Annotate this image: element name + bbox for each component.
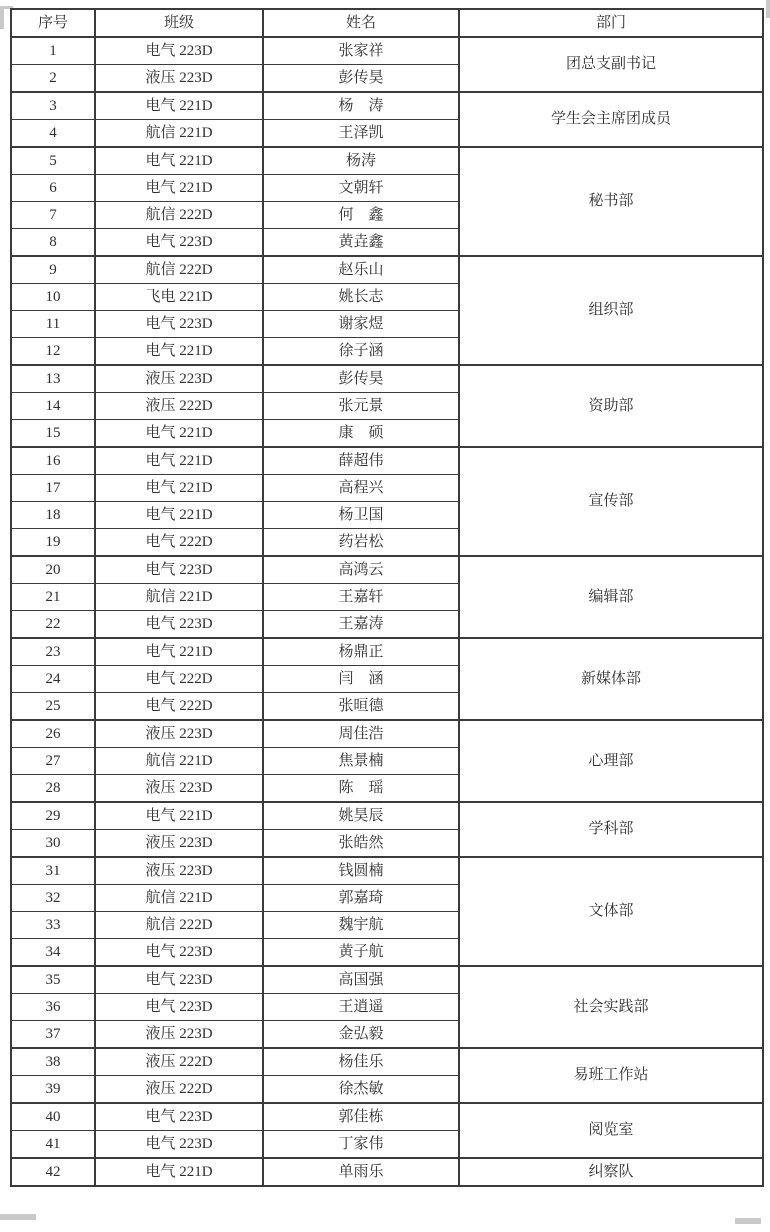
table-row (11, 1158, 763, 1186)
name-cell: 张家祥 (263, 37, 459, 65)
name-cell: 郭嘉琦 (263, 885, 459, 912)
seq-cell: 27 (11, 748, 95, 775)
seq-cell: 40 (11, 1103, 95, 1131)
table-row (11, 966, 763, 994)
seq-cell: 25 (11, 693, 95, 721)
class-cell: 航信 222D (95, 256, 263, 284)
seq-cell: 22 (11, 611, 95, 639)
table-row (11, 720, 763, 748)
table-row (11, 1048, 763, 1076)
name-cell: 康 硕 (263, 420, 459, 448)
seq-cell: 35 (11, 966, 95, 994)
class-cell: 电气 221D (95, 420, 263, 448)
table-row (11, 556, 763, 584)
class-cell: 电气 221D (95, 338, 263, 366)
name-cell: 徐子涵 (263, 338, 459, 366)
name-cell: 彭传昊 (263, 65, 459, 93)
class-cell: 航信 222D (95, 202, 263, 229)
seq-cell: 38 (11, 1048, 95, 1076)
column-header-seq: 序号 (11, 9, 95, 37)
class-cell: 液压 223D (95, 830, 263, 858)
class-cell: 电气 222D (95, 693, 263, 721)
seq-cell: 8 (11, 229, 95, 257)
class-cell: 液压 222D (95, 393, 263, 420)
department-cell: 纠察队 (459, 1158, 763, 1186)
seq-cell: 7 (11, 202, 95, 229)
table-row (11, 802, 763, 830)
department-cell: 编辑部 (459, 556, 763, 638)
class-cell: 液压 223D (95, 1021, 263, 1049)
table-row (11, 1103, 763, 1131)
department-cell: 宣传部 (459, 447, 763, 556)
name-cell: 杨鼎正 (263, 638, 459, 666)
name-cell: 王逍遥 (263, 994, 459, 1021)
name-cell: 姚昊辰 (263, 802, 459, 830)
class-cell: 电气 223D (95, 611, 263, 639)
seq-cell: 20 (11, 556, 95, 584)
name-cell: 姚长志 (263, 284, 459, 311)
table-row (11, 447, 763, 475)
name-cell: 闫 涵 (263, 666, 459, 693)
table-row (11, 256, 763, 284)
name-cell: 杨佳乐 (263, 1048, 459, 1076)
class-cell: 电气 221D (95, 147, 263, 175)
seq-cell: 41 (11, 1131, 95, 1159)
seq-cell: 1 (11, 37, 95, 65)
name-cell: 焦景楠 (263, 748, 459, 775)
seq-cell: 21 (11, 584, 95, 611)
class-cell: 电气 223D (95, 939, 263, 967)
seq-cell: 31 (11, 857, 95, 885)
seq-cell: 37 (11, 1021, 95, 1049)
name-cell: 周佳浩 (263, 720, 459, 748)
column-header-class: 班级 (95, 9, 263, 37)
class-cell: 电气 221D (95, 638, 263, 666)
class-cell: 电气 223D (95, 311, 263, 338)
table-row (11, 147, 763, 175)
column-header-department: 部门 (459, 9, 763, 37)
department-cell: 易班工作站 (459, 1048, 763, 1103)
seq-cell: 16 (11, 447, 95, 475)
seq-cell: 42 (11, 1158, 95, 1186)
class-cell: 电气 221D (95, 1158, 263, 1186)
page-margin-mark-top-left-vertical (0, 9, 4, 29)
class-cell: 航信 221D (95, 120, 263, 148)
class-cell: 液压 223D (95, 775, 263, 803)
name-cell: 黄子航 (263, 939, 459, 967)
class-cell: 电气 223D (95, 994, 263, 1021)
name-cell: 金弘毅 (263, 1021, 459, 1049)
seq-cell: 24 (11, 666, 95, 693)
name-cell: 王嘉涛 (263, 611, 459, 639)
name-cell: 彭传昊 (263, 365, 459, 393)
seq-cell: 19 (11, 529, 95, 557)
class-cell: 电气 223D (95, 966, 263, 994)
seq-cell: 14 (11, 393, 95, 420)
seq-cell: 3 (11, 92, 95, 120)
class-cell: 液压 223D (95, 720, 263, 748)
name-cell: 张皓然 (263, 830, 459, 858)
department-cell: 社会实践部 (459, 966, 763, 1048)
table-row (11, 92, 763, 120)
department-cell: 新媒体部 (459, 638, 763, 720)
seq-cell: 5 (11, 147, 95, 175)
name-cell: 高程兴 (263, 475, 459, 502)
name-cell: 何 鑫 (263, 202, 459, 229)
department-cell: 组织部 (459, 256, 763, 365)
name-cell: 谢家煜 (263, 311, 459, 338)
table-row (11, 857, 763, 885)
department-cell: 阅览室 (459, 1103, 763, 1158)
class-cell: 液压 222D (95, 1076, 263, 1104)
class-cell: 电气 223D (95, 1103, 263, 1131)
page-margin-mark-bottom-right (735, 1218, 761, 1224)
class-cell: 电气 221D (95, 447, 263, 475)
class-cell: 电气 221D (95, 175, 263, 202)
seq-cell: 32 (11, 885, 95, 912)
seq-cell: 33 (11, 912, 95, 939)
department-cell: 秘书部 (459, 147, 763, 256)
table-row (11, 638, 763, 666)
department-cell: 资助部 (459, 365, 763, 447)
table-header (11, 9, 763, 37)
name-cell: 文朝轩 (263, 175, 459, 202)
table-body (11, 37, 763, 1186)
seq-cell: 11 (11, 311, 95, 338)
header-row (11, 9, 763, 37)
table-row (11, 365, 763, 393)
department-cell: 学科部 (459, 802, 763, 857)
seq-cell: 13 (11, 365, 95, 393)
class-cell: 电气 223D (95, 37, 263, 65)
name-cell: 钱圆楠 (263, 857, 459, 885)
class-cell: 电气 223D (95, 229, 263, 257)
seq-cell: 26 (11, 720, 95, 748)
seq-cell: 39 (11, 1076, 95, 1104)
class-cell: 航信 222D (95, 912, 263, 939)
seq-cell: 29 (11, 802, 95, 830)
class-cell: 电气 221D (95, 475, 263, 502)
seq-cell: 6 (11, 175, 95, 202)
name-cell: 杨涛 (263, 147, 459, 175)
name-cell: 薛超伟 (263, 447, 459, 475)
class-cell: 液压 223D (95, 857, 263, 885)
name-cell: 魏宇航 (263, 912, 459, 939)
seq-cell: 23 (11, 638, 95, 666)
class-cell: 液压 222D (95, 1048, 263, 1076)
department-cell: 团总支副书记 (459, 37, 763, 92)
name-cell: 药岩松 (263, 529, 459, 557)
name-cell: 张晅德 (263, 693, 459, 721)
class-cell: 液压 223D (95, 65, 263, 93)
seq-cell: 17 (11, 475, 95, 502)
seq-cell: 9 (11, 256, 95, 284)
class-cell: 飞电 221D (95, 284, 263, 311)
seq-cell: 2 (11, 65, 95, 93)
column-header-name: 姓名 (263, 9, 459, 37)
seq-cell: 10 (11, 284, 95, 311)
class-cell: 液压 223D (95, 365, 263, 393)
table-row (11, 37, 763, 65)
seq-cell: 28 (11, 775, 95, 803)
seq-cell: 36 (11, 994, 95, 1021)
class-cell: 电气 222D (95, 666, 263, 693)
name-cell: 杨 涛 (263, 92, 459, 120)
name-cell: 郭佳栋 (263, 1103, 459, 1131)
name-cell: 高国强 (263, 966, 459, 994)
class-cell: 电气 221D (95, 802, 263, 830)
department-cell: 文体部 (459, 857, 763, 966)
name-cell: 高鸿云 (263, 556, 459, 584)
roster-table (10, 8, 764, 1187)
name-cell: 徐杰敏 (263, 1076, 459, 1104)
class-cell: 电气 223D (95, 556, 263, 584)
class-cell: 航信 221D (95, 584, 263, 611)
seq-cell: 4 (11, 120, 95, 148)
class-cell: 航信 221D (95, 885, 263, 912)
department-cell: 学生会主席团成员 (459, 92, 763, 147)
name-cell: 杨卫国 (263, 502, 459, 529)
name-cell: 张元景 (263, 393, 459, 420)
name-cell: 单雨乐 (263, 1158, 459, 1186)
seq-cell: 15 (11, 420, 95, 448)
name-cell: 丁家伟 (263, 1131, 459, 1159)
class-cell: 电气 222D (95, 529, 263, 557)
class-cell: 电气 223D (95, 1131, 263, 1159)
class-cell: 电气 221D (95, 92, 263, 120)
name-cell: 王嘉轩 (263, 584, 459, 611)
page-margin-mark-top-right (766, 0, 770, 18)
seq-cell: 34 (11, 939, 95, 967)
class-cell: 电气 221D (95, 502, 263, 529)
seq-cell: 30 (11, 830, 95, 858)
department-cell: 心理部 (459, 720, 763, 802)
page-margin-mark-bottom-left (0, 1214, 36, 1220)
class-cell: 航信 221D (95, 748, 263, 775)
name-cell: 王泽凯 (263, 120, 459, 148)
name-cell: 黄垚鑫 (263, 229, 459, 257)
seq-cell: 12 (11, 338, 95, 366)
seq-cell: 18 (11, 502, 95, 529)
name-cell: 陈 瑶 (263, 775, 459, 803)
name-cell: 赵乐山 (263, 256, 459, 284)
